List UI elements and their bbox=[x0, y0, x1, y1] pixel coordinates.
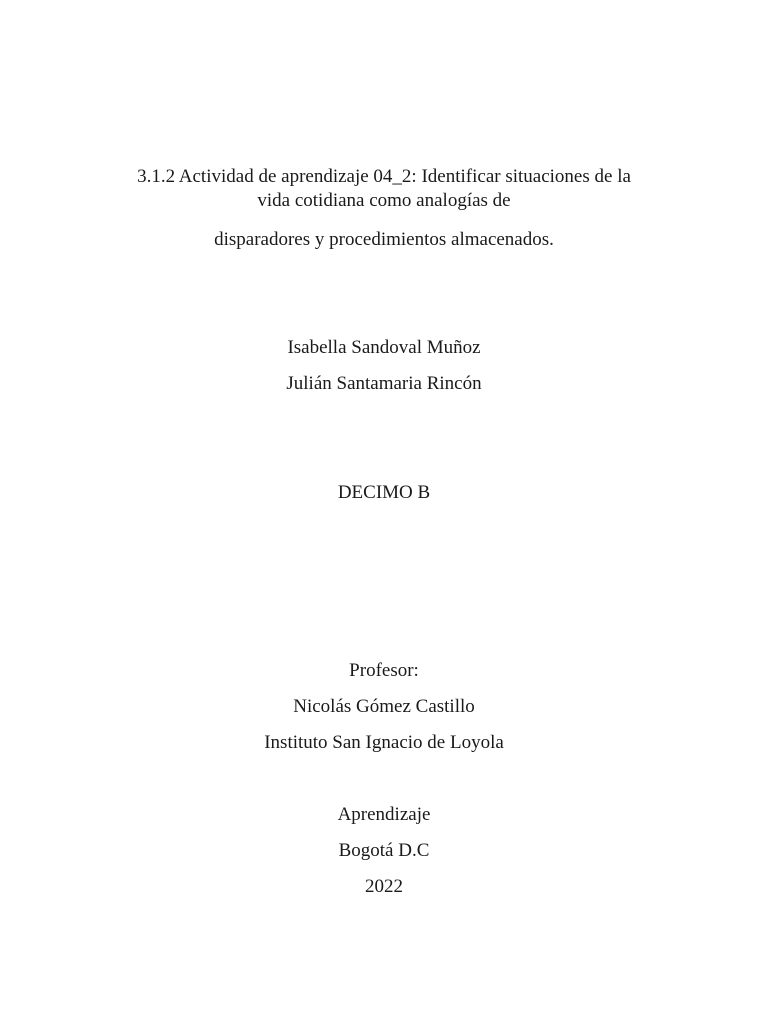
teacher-name: Nicolás Gómez Castillo bbox=[293, 696, 475, 717]
grade: DECIMO B bbox=[337, 482, 431, 503]
year: 2022 bbox=[365, 876, 403, 897]
course: Aprendizaje bbox=[337, 804, 431, 825]
city: Bogotá D.C bbox=[338, 840, 430, 861]
teacher-label: Profesor: bbox=[349, 660, 419, 681]
title-line-1: 3.1.2 Actividad de aprendizaje 04_2: Identificar situaciones de la bbox=[137, 166, 631, 187]
institution: Instituto San Ignacio de Loyola bbox=[264, 732, 504, 753]
title-line-2: vida cotidiana como analogías de bbox=[257, 190, 511, 211]
author-1: Isabella Sandoval Muñoz bbox=[287, 337, 481, 358]
author-2: Julián Santamaria Rincón bbox=[286, 373, 482, 394]
title-line-3: disparadores y procedimientos almacenados. bbox=[214, 229, 554, 250]
